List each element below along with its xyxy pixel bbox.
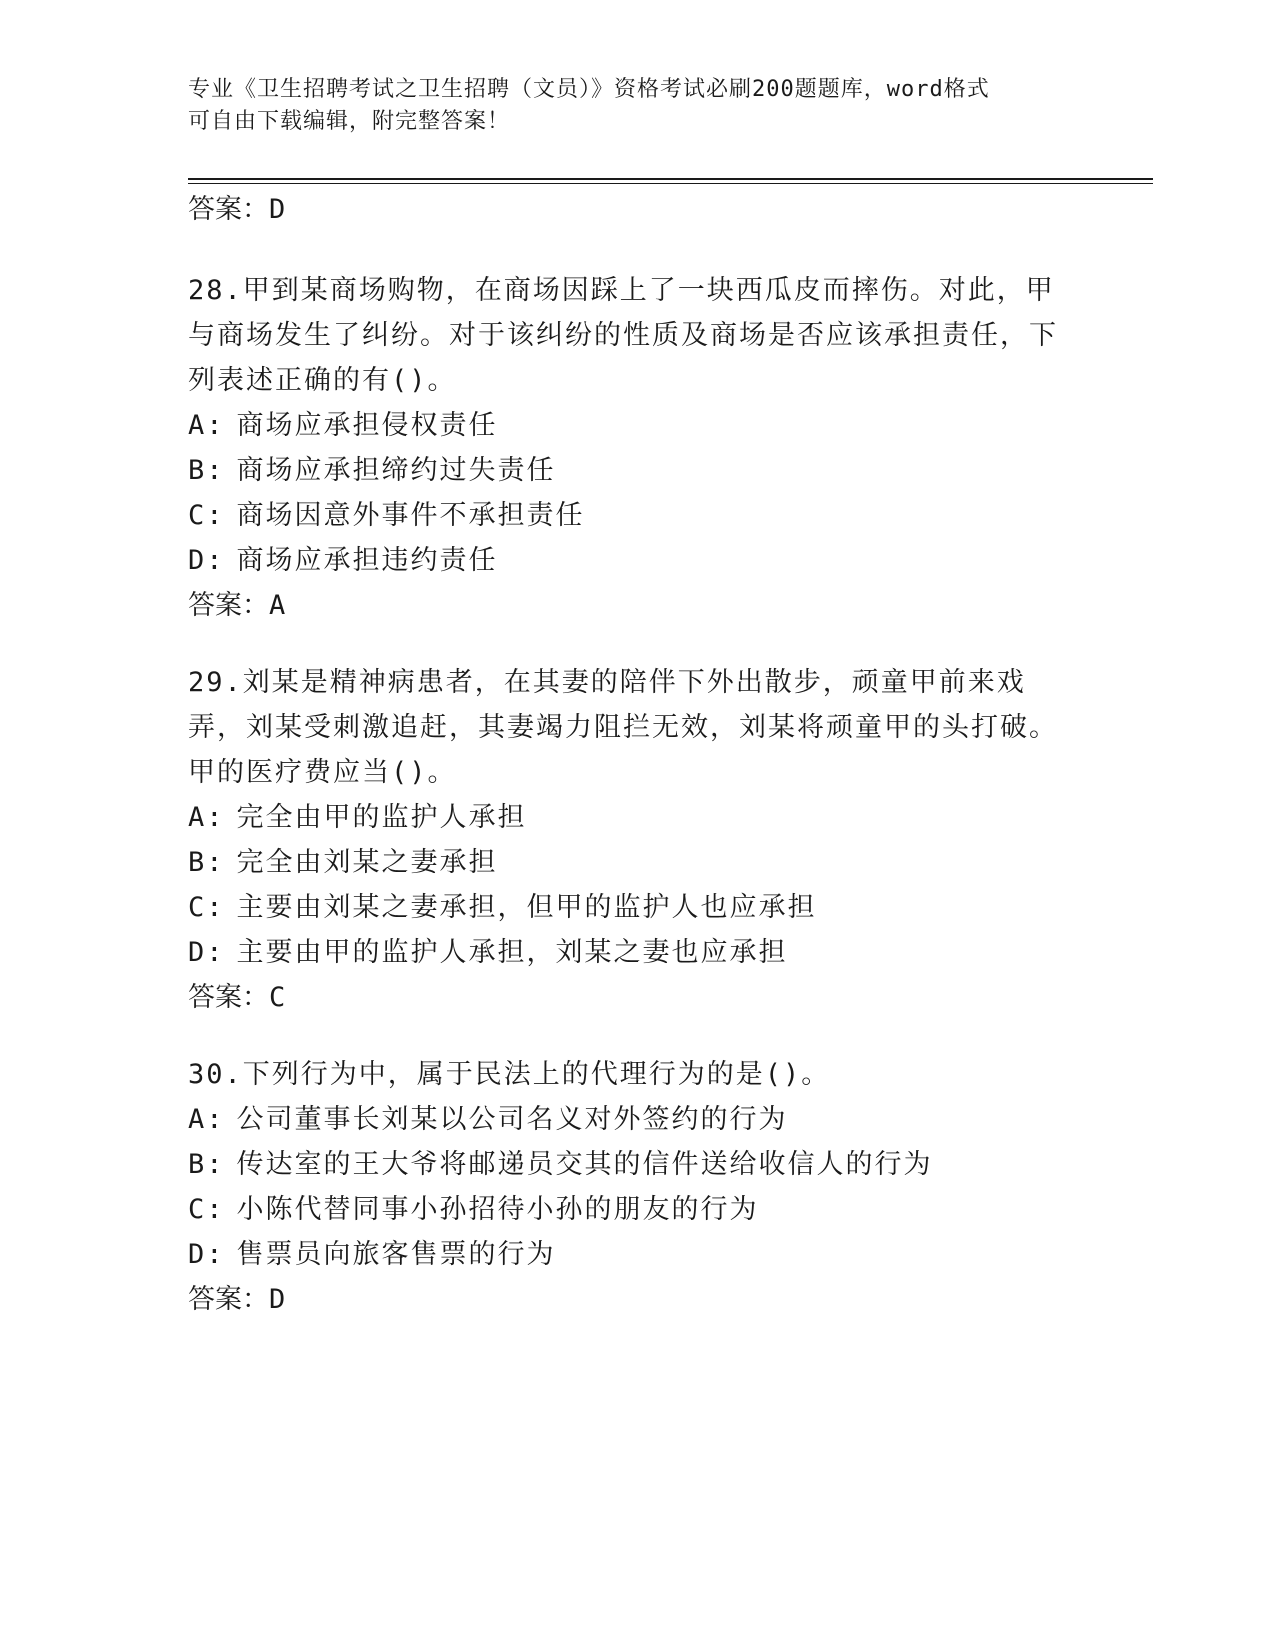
option-a — [188, 403, 1078, 448]
option-d — [188, 1232, 1078, 1277]
option-a — [188, 1097, 1078, 1142]
option-text: 商场应承担侵权责任 — [236, 410, 498, 441]
document-header — [188, 74, 1088, 138]
answer-label: 答案： — [188, 590, 269, 621]
option-text: 小陈代替同事小孙招待小孙的朋友的行为 — [236, 1194, 759, 1225]
option-d — [188, 538, 1078, 583]
option-text: 商场应承担违约责任 — [236, 545, 498, 576]
header-rule-thick — [188, 178, 1153, 180]
option-c — [188, 885, 1078, 930]
option-key: A: — [188, 1104, 225, 1135]
option-text: 售票员向旅客售票的行为 — [236, 1239, 556, 1270]
option-text: 主要由甲的监护人承担，刘某之妻也应承担 — [236, 937, 788, 968]
option-b — [188, 840, 1078, 885]
option-d — [188, 930, 1078, 975]
option-a — [188, 795, 1078, 840]
option-key: C: — [188, 892, 225, 923]
option-c — [188, 493, 1078, 538]
answer-label: 答案： — [188, 1284, 269, 1315]
option-text: 传达室的王大爷将邮递员交其的信件送给收信人的行为 — [236, 1149, 933, 1180]
option-text: 商场因意外事件不承担责任 — [236, 500, 585, 531]
option-text: 主要由刘某之妻承担，但甲的监护人也应承担 — [236, 892, 817, 923]
option-c — [188, 1187, 1078, 1232]
answer-value: A — [269, 590, 286, 621]
option-key: C: — [188, 1194, 225, 1225]
option-key: D: — [188, 937, 225, 968]
option-b — [188, 448, 1078, 493]
header-rule-thin — [188, 183, 1153, 184]
option-key: A: — [188, 410, 225, 441]
option-text: 完全由刘某之妻承担 — [236, 847, 498, 878]
question-29 — [188, 660, 1078, 1020]
answer-27 — [188, 192, 285, 228]
option-key: A: — [188, 802, 225, 833]
option-key: B: — [188, 1149, 225, 1180]
answer-value: D — [269, 194, 286, 225]
question-30 — [188, 1052, 1078, 1322]
answer-label: 答案： — [188, 194, 269, 225]
answer-30 — [188, 1277, 1078, 1322]
answer-value: D — [269, 1284, 286, 1315]
option-text: 公司董事长刘某以公司名义对外签约的行为 — [236, 1104, 788, 1135]
option-key: C: — [188, 500, 225, 531]
option-text: 完全由甲的监护人承担 — [236, 802, 527, 833]
question-text: 30.下列行为中，属于民法上的代理行为的是()。 — [188, 1059, 831, 1090]
option-key: D: — [188, 545, 225, 576]
answer-label: 答案： — [188, 982, 269, 1013]
header-line-2: 可自由下载编辑，附完整答案！ — [188, 109, 511, 134]
header-line-1: 专业《卫生招聘考试之卫生招聘（文员）》资格考试必刷200题题库，word格式 — [188, 77, 990, 102]
question-text: 28.甲到某商场购物，在商场因踩上了一块西瓜皮而摔伤。对此，甲与商场发生了纠纷。对于该纠纷的性质及商场是否应该承担责任，下列表述正确的有()。 — [188, 275, 1058, 396]
option-b — [188, 1142, 1078, 1187]
answer-28 — [188, 583, 1078, 628]
option-key: D: — [188, 1239, 225, 1270]
question-28 — [188, 268, 1078, 628]
answer-value: C — [269, 982, 286, 1013]
option-key: B: — [188, 455, 225, 486]
answer-29 — [188, 975, 1078, 1020]
option-text: 商场应承担缔约过失责任 — [236, 455, 556, 486]
option-key: B: — [188, 847, 225, 878]
question-text: 29.刘某是精神病患者，在其妻的陪伴下外出散步，顽童甲前来戏弄，刘某受刺激追赶，其妻竭力阻拦无效，刘某将顽童甲的头打破。甲的医疗费应当()。 — [188, 667, 1058, 788]
